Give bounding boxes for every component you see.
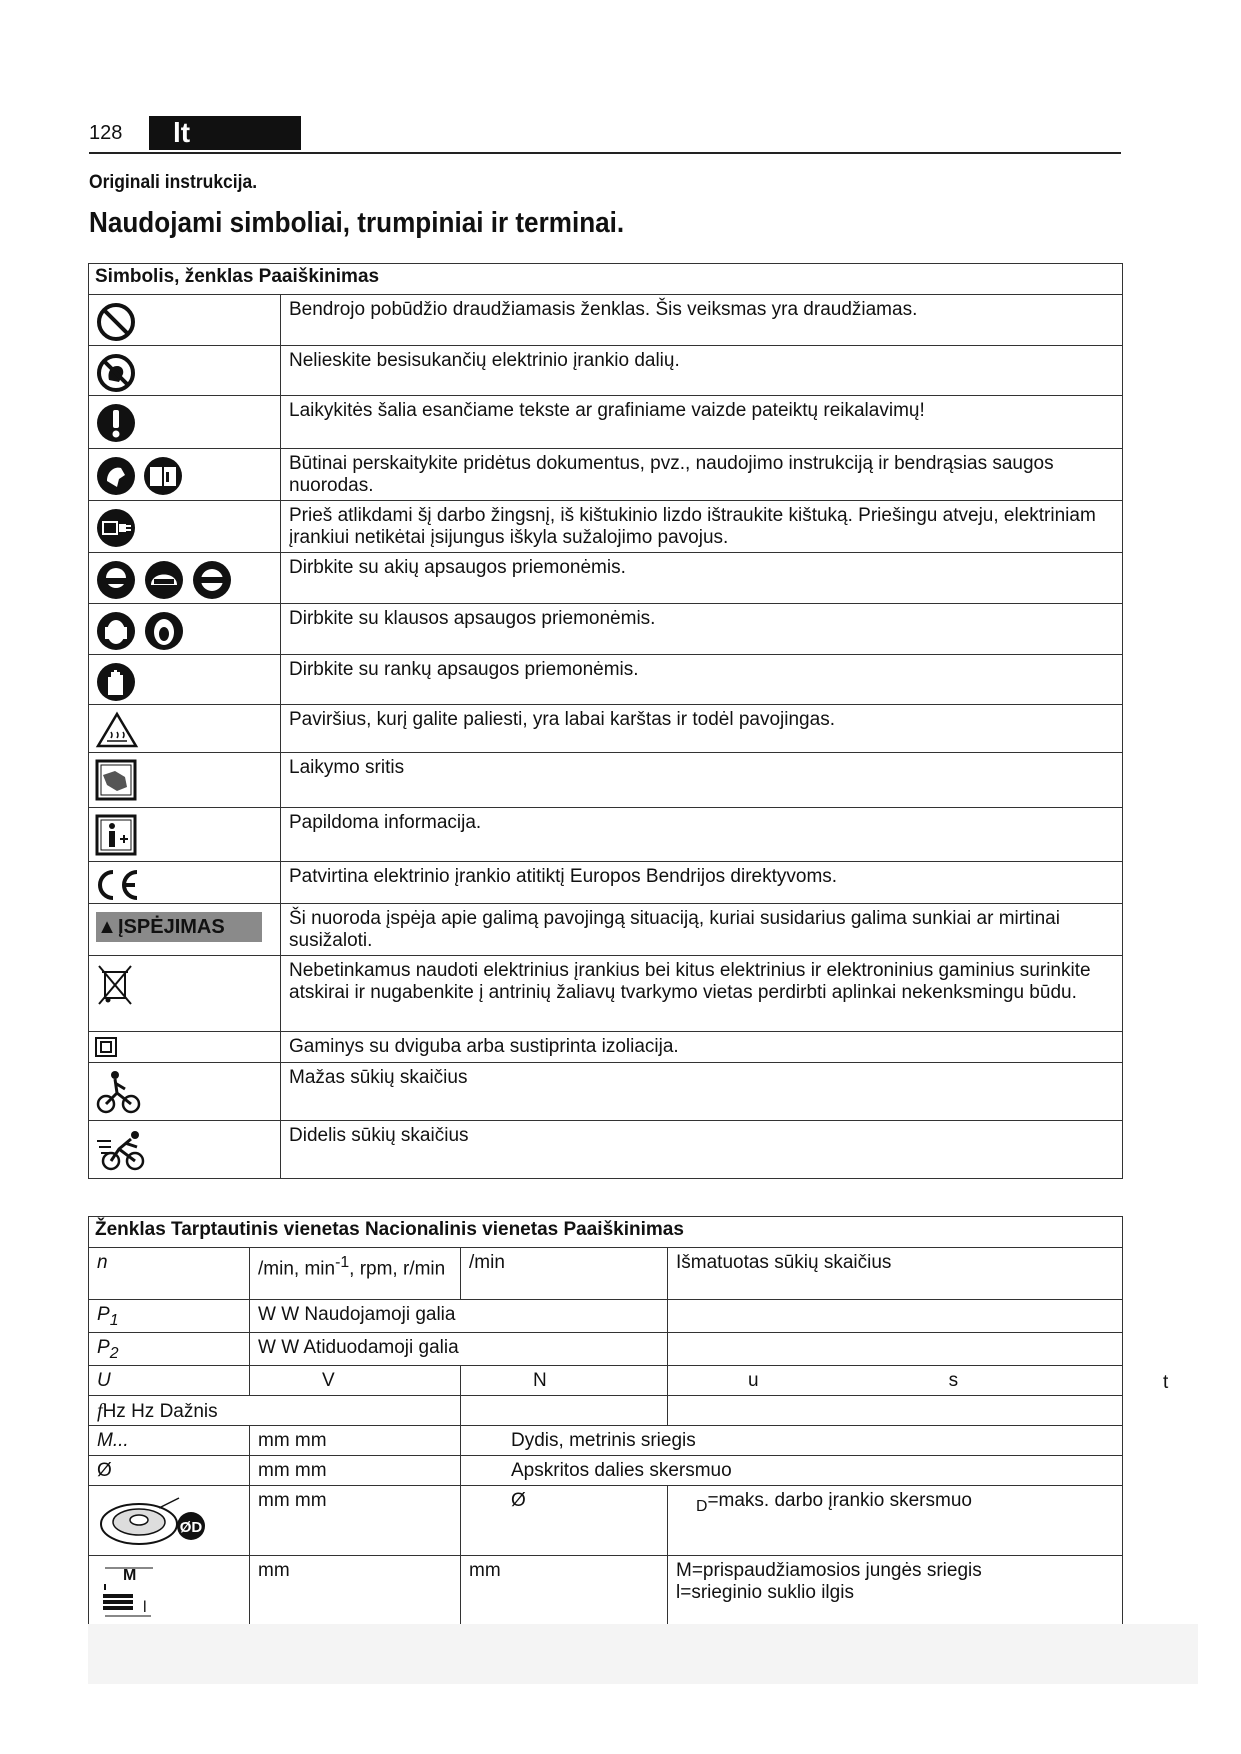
- spindle-thread-label: M: [123, 1566, 137, 1584]
- table-row: [89, 1063, 1123, 1121]
- explanation-cell: [668, 1365, 1123, 1395]
- table-row: [89, 1485, 1123, 1555]
- symbol-description: Bendrojo pobūdžio draudžiamasis ženklas. Šis veiksmas yra draudžiamas.: [281, 295, 1123, 346]
- explanation-cell: [668, 1395, 1123, 1425]
- explanation-line-2: l=srieginio suklio ilgis: [676, 1581, 854, 1603]
- intl-unit-cell: mm mm: [250, 1425, 461, 1455]
- intl-unit-rest: , rpm, r/min: [349, 1258, 446, 1280]
- table-row: [89, 449, 1123, 501]
- table-row: [89, 553, 1123, 604]
- spindle-length-label: l: [143, 1598, 147, 1616]
- sign-cell: U: [89, 1365, 250, 1395]
- sign-subscript: 1: [109, 1311, 119, 1329]
- info-icon: [95, 814, 137, 856]
- sign-cell: [89, 1555, 250, 1630]
- table-row: [89, 1395, 1123, 1425]
- sign-cell: n: [89, 1248, 250, 1300]
- warning-label-icon: ▲ĮSPĖJIMAS: [96, 912, 262, 942]
- symbol-description: Paviršius, kurį galite paliesti, yra labai karštas ir todėl pavojingas.: [281, 705, 1123, 753]
- language-badge: [149, 116, 301, 150]
- symbol-description: Laikymo sritis: [281, 753, 1123, 808]
- table-row: [89, 753, 1123, 808]
- spindle-thread-icon: [97, 1560, 167, 1624]
- sign-cell: M...: [89, 1425, 250, 1455]
- sign-text: P: [97, 1304, 110, 1325]
- table-row: [89, 1425, 1123, 1455]
- no-touch-rotating-icon: [95, 352, 137, 394]
- table-row: [89, 604, 1123, 655]
- explanation-subscript: D: [696, 1497, 708, 1515]
- symbol-description: Nelieskite besisukančių elektrinio įrankio dalių.: [281, 346, 1123, 396]
- table-row: [89, 808, 1123, 862]
- intl-unit-exponent: -1: [335, 1254, 350, 1271]
- table-row: [89, 1032, 1123, 1063]
- explanation-text: =maks. darbo įrankio skersmuo: [707, 1489, 972, 1511]
- document-subtitle: Originali instrukcija.: [89, 172, 258, 193]
- symbol-description: Laikykitės šalia esančiame tekste ar grafiniame vaizde pateiktų reikalavimų!: [281, 396, 1123, 449]
- hot-surface-icon: [95, 711, 139, 749]
- table-row: [89, 1455, 1123, 1485]
- slow-bicycle-icon: [95, 1069, 143, 1115]
- natl-unit-cell: N: [461, 1365, 668, 1395]
- table-row: [89, 1121, 1123, 1179]
- symbol-description: Būtinai perskaitykite pridėtus dokumentus, pvz., naudojimo instrukciją ir bendrąsias saugos nuorodas.: [281, 449, 1123, 501]
- explanation-text: u: [748, 1369, 759, 1391]
- intl-unit-cell: W W Atiduodamoji galia: [250, 1332, 668, 1365]
- table-row: [89, 1248, 1123, 1300]
- table-row: [89, 295, 1123, 346]
- read-manual-icon: [95, 455, 187, 497]
- table-row: [89, 705, 1123, 753]
- table-row: [89, 956, 1123, 1032]
- symbol-description: Didelis sūkių skaičius: [281, 1121, 1123, 1179]
- sign-cell: [89, 1485, 250, 1555]
- table-row: [89, 862, 1123, 904]
- explanation-line-1: M=prispaudžiamosios jungės sriegis: [676, 1559, 982, 1581]
- units-table-header: Ženklas Tarptautinis vienetas Nacionalinis vienetas Paaiškinimas: [89, 1217, 1123, 1248]
- symbol-description: Patvirtina elektrinio įrankio atitiktį Europos Bendrijos direktyvoms.: [281, 862, 1123, 904]
- explanation-cell: [668, 1332, 1123, 1365]
- intl-unit-text: /min, min: [258, 1258, 336, 1280]
- mandatory-exclamation-icon: [95, 402, 137, 444]
- sign-cell: Ø: [89, 1455, 250, 1485]
- table-row: [89, 346, 1123, 396]
- symbol-description: Prieš atlikdami šį darbo žingsnį, iš kištukinio lizdo ištraukite kištuką. Priešingu atveju, elektriniam įrankiui netikėtai įsijungus iškyla sužalojimo pavojus.: [281, 501, 1123, 553]
- bottom-shade: [88, 1624, 1198, 1684]
- symbol-description: Ši nuoroda įspėja apie galimą pavojingą situaciją, kuriai susidarius galima sunkiai ar mirtinai susižaloti.: [281, 904, 1123, 956]
- table-row: [89, 1555, 1123, 1630]
- double-insulation-icon: [95, 1037, 117, 1057]
- symbols-table-header: Simbolis, ženklas Paaiškinimas: [89, 264, 1123, 295]
- sign-subscript: 2: [109, 1344, 119, 1362]
- explanation-cell: [668, 1555, 1123, 1630]
- ear-protection-icon: [95, 610, 187, 652]
- hand-protection-icon: [95, 661, 137, 703]
- explanation-cell: [668, 1485, 1123, 1555]
- intl-unit-cell: mm: [250, 1555, 461, 1630]
- sign-rest-text: Hz Hz Dažnis: [102, 1400, 218, 1422]
- symbol-description: Nebetinkamus naudoti elektrinius įrankius bei kitus elektrinius ir elektroninius gaminius surinkite atskirai ir nugabenkite į antrinių žaliavų tvarkymo vietas perdirbti aplinkai nekenksmingu būdu.: [281, 956, 1123, 1032]
- symbol-description: Papildoma informacija.: [281, 808, 1123, 862]
- ce-mark-icon: [95, 868, 143, 902]
- page-number: 128: [89, 122, 123, 144]
- explanation-cell: Išmatuotas sūkių skaičius: [668, 1248, 1123, 1300]
- stray-character: t: [1163, 1372, 1169, 1393]
- table-row: [89, 396, 1123, 449]
- table-row: [89, 501, 1123, 553]
- natl-unit-cell: Dydis, metrinis sriegis: [461, 1425, 1123, 1455]
- natl-unit-cell: Ø: [461, 1485, 668, 1555]
- sign-cell: [89, 1300, 250, 1333]
- sign-cell: [89, 1332, 250, 1365]
- table-row: [89, 655, 1123, 705]
- intl-unit-cell: mm mm: [250, 1485, 461, 1555]
- disc-diameter-label: ØD: [179, 1518, 203, 1536]
- table-row: [89, 1365, 1123, 1395]
- units-table: [88, 1216, 1123, 1631]
- natl-unit-cell: /min: [461, 1248, 668, 1300]
- fast-bicycle-icon: [95, 1127, 151, 1173]
- language-code: lt: [173, 117, 191, 148]
- eye-protection-icon: [95, 559, 235, 601]
- symbol-description: Gaminys su dviguba arba sustiprinta izoliacija.: [281, 1032, 1123, 1063]
- unplug-icon: [95, 507, 137, 549]
- symbol-description: Mažas sūkių skaičius: [281, 1063, 1123, 1121]
- natl-unit-cell: mm: [461, 1555, 668, 1630]
- intl-unit-cell: W W Naudojamoji galia: [250, 1300, 668, 1333]
- table-row: [89, 1300, 1123, 1333]
- natl-unit-cell: [461, 1395, 668, 1425]
- sign-text: f: [97, 1399, 103, 1422]
- explanation-cell: [668, 1300, 1123, 1333]
- table-row: [89, 1332, 1123, 1365]
- symbol-description: Dirbkite su akių apsaugos priemonėmis.: [281, 553, 1123, 604]
- natl-unit-cell: Apskritos dalies skersmuo: [461, 1455, 1123, 1485]
- disc-diameter-icon: [97, 1492, 217, 1548]
- intl-unit-cell: mm mm: [250, 1455, 461, 1485]
- grip-area-icon: [95, 759, 137, 801]
- explanation-text-2: s: [948, 1369, 959, 1391]
- sign-cell: [89, 1395, 461, 1425]
- intl-unit-cell: [250, 1248, 461, 1300]
- sign-text: P: [97, 1336, 110, 1358]
- symbol-description: Dirbkite su klausos apsaugos priemonėmis.: [281, 604, 1123, 655]
- intl-unit-cell: V: [250, 1365, 461, 1395]
- symbols-table: [88, 263, 1123, 1179]
- symbol-description: Dirbkite su rankų apsaugos priemonėmis.: [281, 655, 1123, 705]
- page-header: [89, 116, 1121, 154]
- table-row: [89, 904, 1123, 956]
- weee-bin-icon: [95, 962, 135, 1006]
- page-title: Naudojami simboliai, trumpiniai ir terminai.: [89, 207, 625, 239]
- prohibition-icon: [95, 301, 137, 343]
- warning-label-text: ĮSPĖJIMAS: [118, 916, 225, 938]
